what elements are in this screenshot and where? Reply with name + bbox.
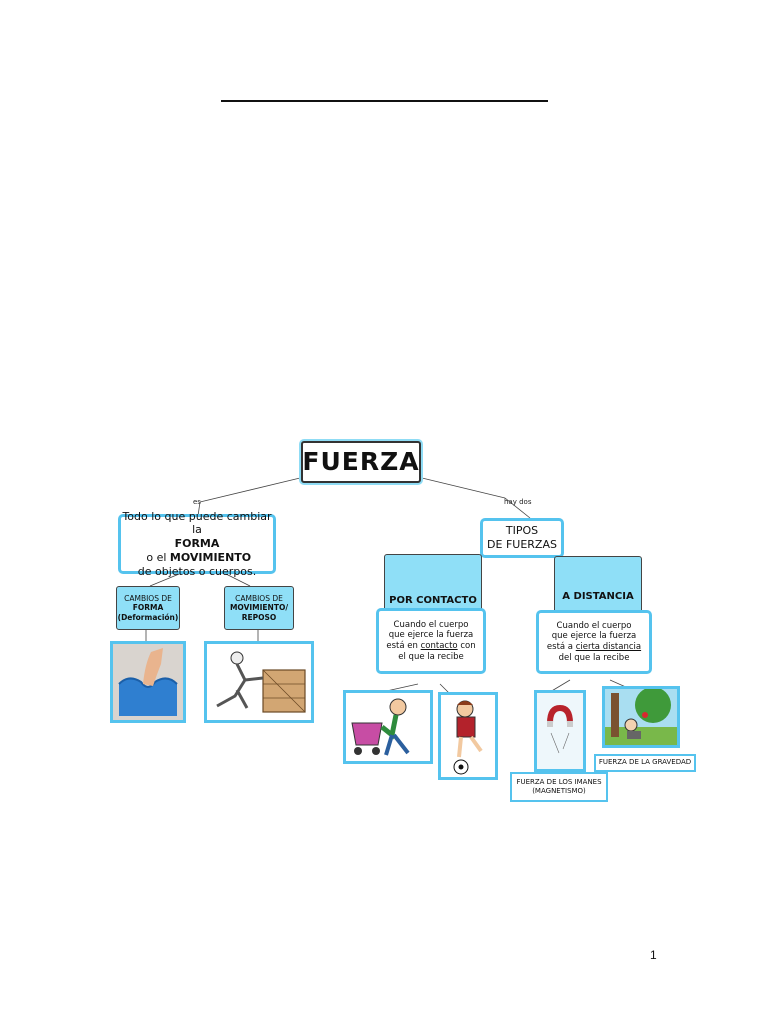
distance-line-3-pre: está a [546,642,576,652]
gravity-image [602,686,680,748]
root-node-fuerza [301,441,421,483]
distance-title-node [554,556,642,614]
distance-underlined-words: cierta distancia [575,642,642,652]
effect-shape-line-1: CAMBIOS DE [124,593,172,603]
magnet-illustration [537,693,583,769]
title-underline [221,100,548,102]
contact-underlined-word: contacto [420,641,458,651]
contact-line-3-pre: está en [386,641,421,651]
effect-motion-line-1: CAMBIOS DE [235,593,283,603]
distance-line-2: que ejerce la fuerza [551,631,637,642]
soccer-player-image [438,692,498,780]
contact-line-3 [386,641,475,652]
distance-line-3 [547,642,641,653]
types-line-1: TIPOS [505,524,539,538]
effect-shape-line-3: (Deformación) [117,612,179,622]
magnet-image [534,690,586,772]
concept-map [110,432,710,804]
definition-line-3: de objetos o cuerpos. [137,564,257,578]
definition-bold-forma: FORMA [174,537,220,551]
distance-description-node [536,610,652,674]
distance-line-1: Cuando el cuerpo [556,620,632,631]
contact-line-3-post: con [457,641,476,651]
magnetism-caption-line-1: FUERZA DE LOS IMANES [516,777,602,786]
definition-node [118,509,276,578]
distance-line-4: del que la recibe [558,652,630,663]
effect-shape-line-2: FORMA [132,603,164,613]
gravity-caption-text: FUERZA DE LA GRAVEDAD [598,758,692,767]
magnetism-caption [510,772,608,802]
contact-title: POR CONTACTO [389,594,477,606]
contact-line-1: Cuando el cuerpo [393,619,469,630]
definition-line-2 [121,537,273,565]
page-number: 1 [650,948,657,962]
person-pushing-crate-illustration [207,644,311,720]
effect-motion-line-3: REPOSO [241,612,277,622]
contact-description-node [376,608,486,674]
boy-kicking-ball-illustration [441,695,495,777]
shopping-cart-image [343,690,433,764]
types-node [480,518,564,558]
definition-line-1: Todo lo que puede cambiar la [122,509,272,537]
effect-motion-node [224,586,294,630]
link-label-hay-dos: hay dos [504,498,532,506]
contact-line-2: que ejerce la fuerza [388,630,474,641]
effect-motion-line-2: MOVIMIENTO/ [229,603,289,613]
magnetism-caption-line-2: (MAGNETISMO) [532,787,586,795]
deformation-image [110,641,186,723]
sponge-hand-illustration [113,644,183,720]
distance-title: A DISTANCIA [562,590,634,602]
contact-line-4: el que la recibe [398,651,464,662]
newton-apple-tree-illustration [605,689,677,745]
man-pushing-cart-illustration [346,693,430,761]
root-label: FUERZA [302,447,420,477]
definition-bold-movimiento: MOVIMIENTO [169,550,252,564]
pushing-box-image [204,641,314,723]
types-line-2: DE FUERZAS [487,538,557,551]
definition-connector: o el [142,550,170,564]
contact-title-node [384,554,482,614]
link-label-es: es [193,498,201,506]
gravity-caption [594,754,696,772]
effect-shape-node [116,586,180,630]
